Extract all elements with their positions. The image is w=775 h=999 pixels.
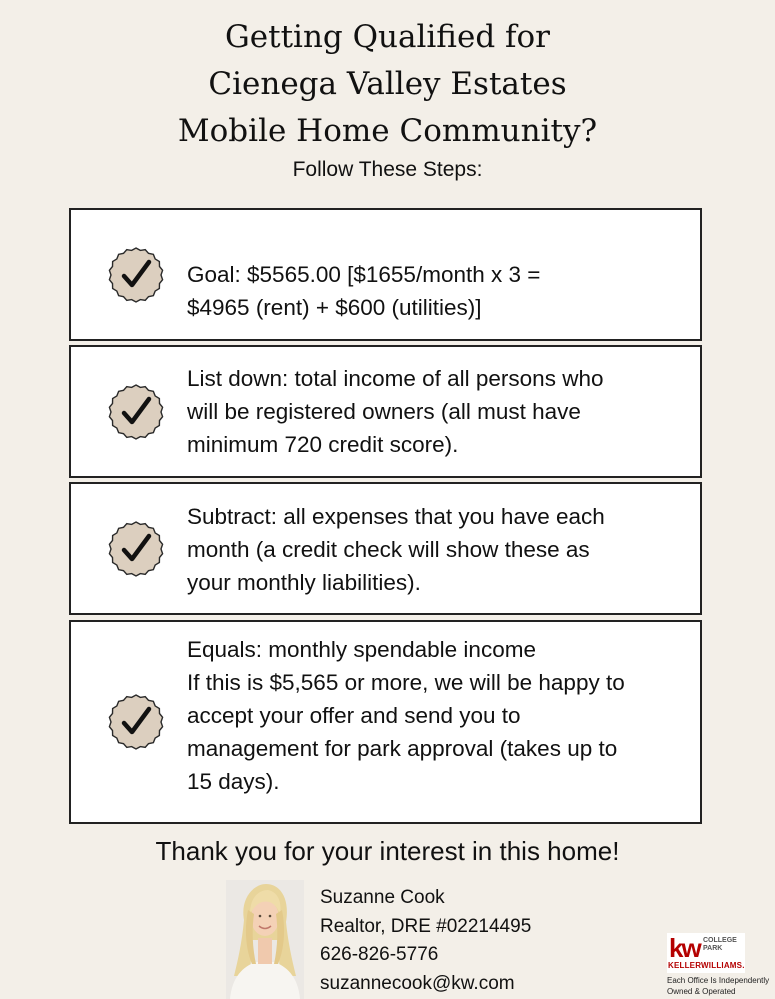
step-list-income: [69, 345, 702, 478]
step-line: Goal: $5565.00 [$1655/month x 3 =: [187, 262, 541, 287]
step-line: $4965 (rent) + $600 (utilities)]: [187, 295, 482, 320]
note-line-2: Owned & Operated: [667, 987, 736, 996]
title-line-3: Mobile Home Community?: [177, 113, 598, 149]
title-line-2: Cienega Valley Estates: [208, 66, 567, 102]
agent-portrait-image: [226, 880, 304, 999]
logo-office-line-1: COLLEGE: [703, 937, 737, 944]
check-badge-icon: [106, 245, 166, 305]
step-line: 15 days).: [187, 769, 280, 794]
logo-office: [703, 937, 743, 953]
note-line-1: Each Office Is Independently: [667, 976, 770, 985]
step-equals-income: [69, 620, 702, 824]
page-title: [0, 14, 775, 155]
step-line: List down: total income of all persons who: [187, 366, 604, 391]
independent-office-note: [667, 975, 775, 997]
agent-phone[interactable]: 626-826-5776: [320, 944, 439, 965]
step-line: Subtract: all expenses that you have each: [187, 504, 605, 529]
step-text: [187, 362, 688, 461]
step-line: month (a credit check will show these as: [187, 537, 590, 562]
keller-williams-logo: [665, 931, 773, 999]
step-line: your monthly liabilities).: [187, 570, 421, 595]
thank-you-message: Thank you for your interest in this home!: [155, 836, 620, 866]
step-text: [187, 500, 688, 599]
step-line: If this is $5,565 or more, we will be happy to: [187, 670, 625, 695]
step-subtract-expenses: [69, 482, 702, 615]
logo-brand: KELLERWILLIAMS.: [668, 961, 745, 970]
logo-office-line-2: PARK: [703, 945, 723, 952]
step-line: will be registered owners (all must have: [187, 399, 581, 424]
agent-photo: [226, 880, 304, 999]
check-badge-icon: [106, 519, 166, 579]
logo-mark: kw: [669, 933, 700, 963]
step-line: accept your offer and send you to: [187, 703, 521, 728]
step-text: [187, 633, 688, 798]
subtitle: Follow These Steps:: [292, 158, 483, 181]
check-badge-icon: [106, 692, 166, 752]
step-goal: [69, 208, 702, 341]
check-badge-icon: [106, 382, 166, 442]
agent-name: Suzanne Cook: [320, 887, 445, 908]
step-line: Equals: monthly spendable income: [187, 637, 536, 662]
agent-contact: [320, 884, 531, 998]
agent-title: Realtor, DRE #02214495: [320, 915, 532, 937]
step-text: [187, 258, 688, 324]
agent-email[interactable]: suzannecook@kw.com: [320, 972, 515, 994]
step-line: minimum 720 credit score).: [187, 432, 459, 457]
step-line: management for park approval (takes up to: [187, 736, 618, 761]
title-line-1: Getting Qualified for: [225, 19, 550, 55]
